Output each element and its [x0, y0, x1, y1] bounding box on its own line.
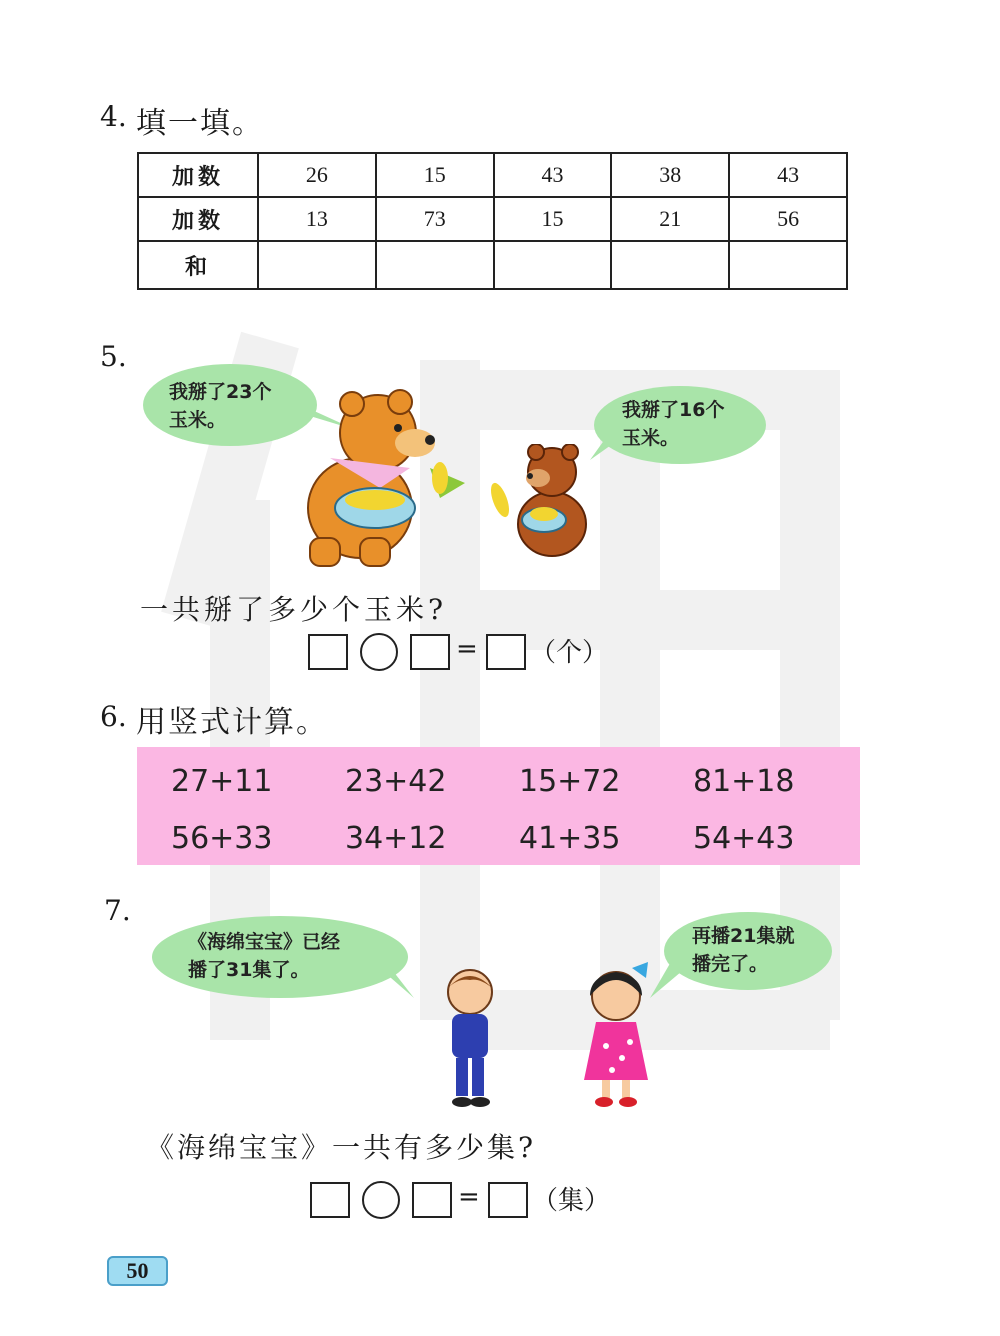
q7-number: 7. — [104, 894, 131, 927]
table-cell: 15 — [494, 197, 612, 241]
sum-answer-cell[interactable] — [729, 241, 847, 289]
equals-sign: = — [458, 1182, 480, 1212]
q4-title: 填一填。 — [136, 106, 264, 141]
table-cell: 26 — [258, 153, 376, 197]
girl-speech-bubble — [664, 912, 832, 990]
vertical-calculation-panel — [137, 747, 860, 865]
sum-answer-cell[interactable] — [258, 241, 376, 289]
bear-speech-bubble-right — [594, 386, 766, 464]
q7-question: 《海绵宝宝》一共有多少集? — [146, 1131, 537, 1164]
q5-question: 一共掰了多少个玉米? — [140, 593, 448, 626]
q6-title: 用竖式计算。 — [136, 705, 328, 740]
girl-character-icon — [566, 962, 666, 1112]
bubble-text: 我掰了16个 玉米。 — [622, 399, 725, 449]
bubble-text: 再播21集就 播完了。 — [692, 925, 795, 975]
table-cell: 13 — [258, 197, 376, 241]
operator-circle[interactable] — [360, 633, 398, 671]
row-label: 加数 — [138, 153, 258, 197]
bubble-text: 我掰了23个 玉米。 — [169, 381, 272, 431]
table-cell: 73 — [376, 197, 494, 241]
operator-circle[interactable] — [362, 1181, 400, 1219]
boy-character-icon — [430, 964, 510, 1114]
boy-speech-bubble — [152, 916, 408, 998]
sum-answer-cell[interactable] — [376, 241, 494, 289]
table-row — [138, 241, 847, 289]
equals-sign: = — [456, 634, 478, 664]
calc-expression: 34+12 — [345, 821, 447, 856]
table-cell: 43 — [729, 153, 847, 197]
answer-box-sum[interactable] — [486, 634, 526, 670]
unit-label: （集） — [532, 1186, 611, 1216]
calc-expression: 23+42 — [345, 764, 447, 799]
calc-expression: 54+43 — [693, 821, 795, 856]
table-cell: 15 — [376, 153, 494, 197]
table-row — [138, 197, 847, 241]
calc-expression: 27+11 — [171, 764, 273, 799]
q6-number: 6. — [100, 700, 127, 733]
small-bear-with-corn-icon — [486, 444, 606, 560]
addition-table — [137, 152, 848, 290]
calc-expression: 15+72 — [519, 764, 621, 799]
table-cell: 43 — [494, 153, 612, 197]
calc-expression: 56+33 — [171, 821, 273, 856]
q5-number: 5. — [100, 340, 127, 373]
big-bear-with-corn-icon — [290, 388, 470, 568]
answer-box-addend1[interactable] — [308, 634, 348, 670]
table-cell: 21 — [611, 197, 729, 241]
table-row — [138, 153, 847, 197]
answer-box-addend2[interactable] — [410, 634, 450, 670]
row-label: 和 — [138, 241, 258, 289]
answer-box-sum[interactable] — [488, 1182, 528, 1218]
q4-number: 4. — [100, 100, 127, 133]
calc-expression: 41+35 — [519, 821, 621, 856]
table-cell: 56 — [729, 197, 847, 241]
unit-label: （个） — [530, 638, 609, 668]
calc-expression: 81+18 — [693, 764, 795, 799]
answer-box-addend2[interactable] — [412, 1182, 452, 1218]
page-number-badge: 50 — [107, 1256, 168, 1286]
row-label: 加数 — [138, 197, 258, 241]
bubble-text: 《海绵宝宝》已经 播了31集了。 — [188, 931, 341, 981]
sum-answer-cell[interactable] — [494, 241, 612, 289]
table-cell: 38 — [611, 153, 729, 197]
sum-answer-cell[interactable] — [611, 241, 729, 289]
answer-box-addend1[interactable] — [310, 1182, 350, 1218]
